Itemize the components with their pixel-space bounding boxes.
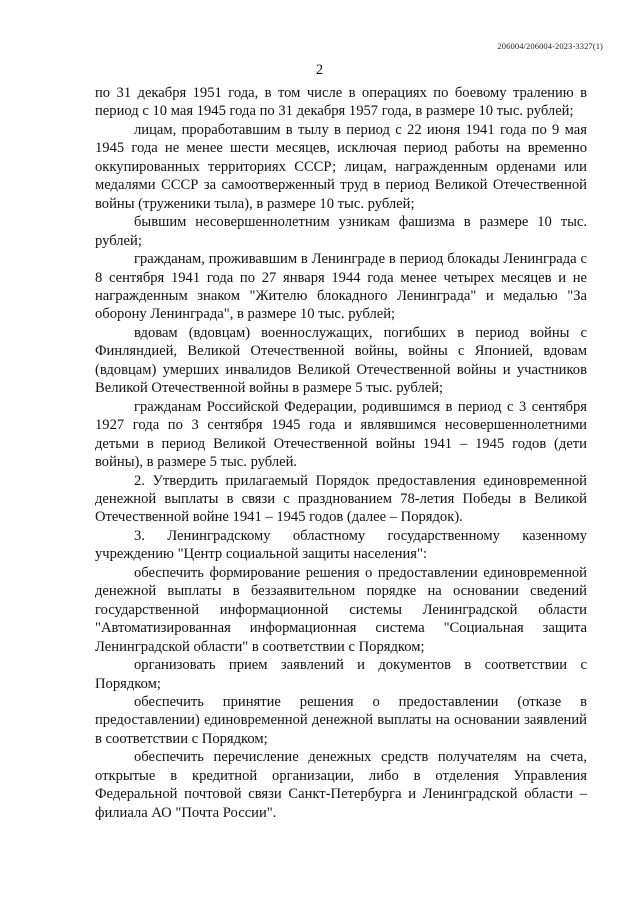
- paragraph: обеспечить формирование решения о предоставлении единовременной денежной выплаты в беззаявительном порядке на основании сведений государственной информационной системы Ленинградской области "Автоматизированная информационная система "Социальная защита Ленинградской области" в соответствии с Порядком;: [95, 564, 587, 655]
- document-id: 206004/206004-2023-3327(1): [497, 41, 603, 51]
- paragraph: обеспечить принятие решения о предоставлении (отказе в предоставлении) единовременной денежной выплаты на основании заявлений в соответствии с Порядком;: [95, 693, 587, 747]
- paragraph: организовать прием заявлений и документов в соответствии с Порядком;: [95, 657, 587, 692]
- document-body: [95, 84, 587, 822]
- paragraph: лицам, проработавшим в тылу в период с 22 июня 1941 года по 9 мая 1945 года не менее шести месяцев, исключая период работы на временно оккупированных территориях СССР; лицам, награжденным орденами или медалями СССР за самоотверженный труд в период Великой Отечественной войны (труженики тыла), в размере 10 тыс. рублей;: [95, 121, 587, 212]
- paragraph: бывшим несовершеннолетним узникам фашизма в размере 10 тыс. рублей;: [95, 214, 587, 249]
- paragraph-item-2: 2. Утвердить прилагаемый Порядок предоставления единовременной денежной выплаты в связи с празднованием 78-летия Победы в Великой Отечественной войне 1941 – 1945 годов (далее – Порядок).: [95, 472, 587, 526]
- paragraph-item-3: 3. Ленинградскому областному государственному казенному учреждению "Центр социальной защиты населения":: [95, 527, 587, 563]
- paragraph-continuation: по 31 декабря 1951 года, в том числе в операциях по боевому тралению в период с 10 мая 1945 года по 31 декабря 1957 года, в размере 10 тыс. рублей;: [95, 85, 587, 120]
- paragraph: гражданам, проживавшим в Ленинграде в период блокады Ленинграда с 8 сентября 1941 года по 27 января 1944 года менее четырех месяцев и не награжденным знаком "Жителю блокадного Ленинграда" и медалью "За оборону Ленинграда", в размере 10 тыс. рублей;: [95, 251, 587, 323]
- page-number: 2: [315, 62, 324, 78]
- paragraph: обеспечить перечисление денежных средств получателям на счета, открытые в кредитной организации, либо в отделения Управления Федеральной почтовой связи Санкт-Петербурга и Ленинградской области – филиала АО "Почта России".: [95, 749, 587, 821]
- paragraph: гражданам Российской Федерации, родившимся в период с 3 сентября 1927 года по 3 сентября 1945 года и являвшимся несовершеннолетними детьми в период Великой Отечественной войны 1941 – 1945 годов (дети войны), в размере 5 тыс. рублей.: [95, 398, 587, 471]
- paragraph: вдовам (вдовцам) военнослужащих, погибших в период войны с Финляндией, Великой Отечественной войны, войны с Японией, вдовам (вдовцам) умерших инвалидов Великой Отечественной войны и участников Великой Отечественной войны в размере 5 тыс. рублей;: [95, 324, 587, 397]
